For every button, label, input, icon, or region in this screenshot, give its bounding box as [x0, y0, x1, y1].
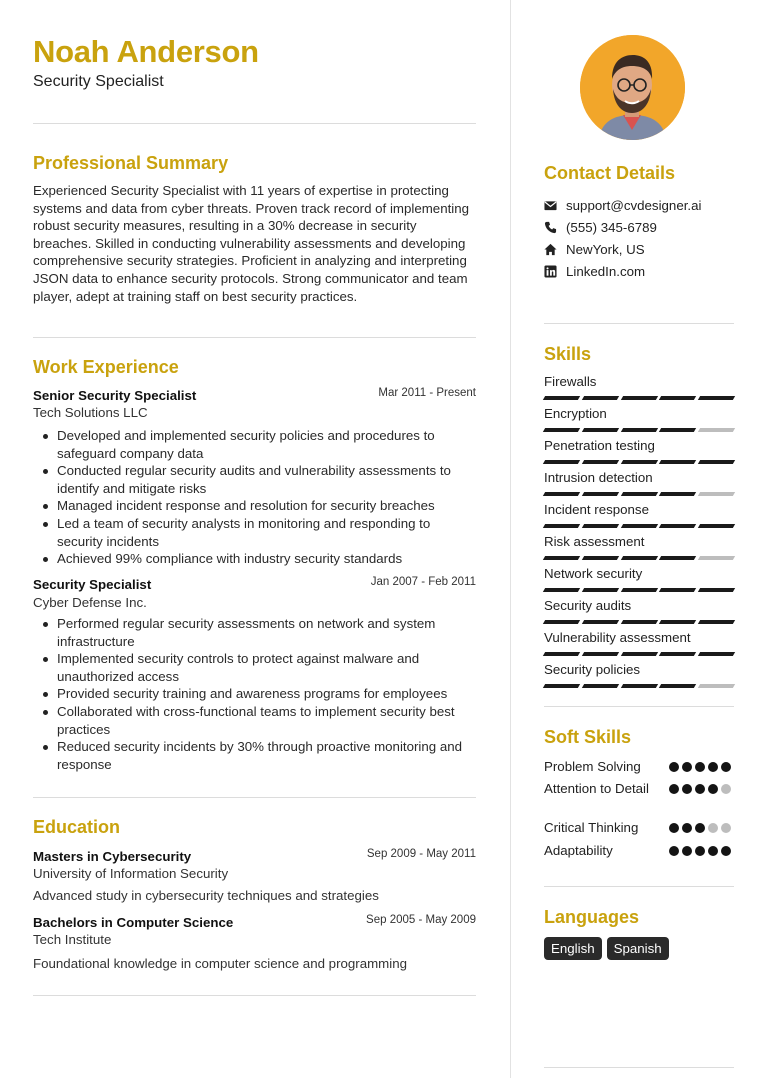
languages-list	[544, 937, 669, 960]
divider	[544, 1067, 734, 1068]
skill-rating	[544, 524, 734, 528]
list-item: Developed and implemented security policies and procedures to safeguard company data	[33, 427, 476, 462]
rating-dot	[682, 823, 692, 833]
divider	[33, 995, 476, 996]
rating-bar	[582, 524, 619, 528]
list-item: Collaborated with cross-functional teams to implement security best practices	[33, 703, 476, 738]
rating-dot	[721, 846, 731, 856]
list-item: Performed regular security assessments on network and system infrastructure	[33, 615, 476, 650]
rating-dot	[708, 784, 718, 794]
rating-bar	[620, 428, 657, 432]
rating-bar	[582, 652, 619, 656]
profile-photo	[580, 35, 685, 140]
contact-heading: Contact Details	[544, 163, 676, 183]
degree-desc-1: Advanced study in cybersecurity techniques and strategies	[33, 888, 379, 903]
rating-bar	[582, 460, 619, 464]
summary-heading: Professional Summary	[33, 153, 229, 173]
rating-dot	[682, 784, 692, 794]
avatar-illustration	[580, 35, 685, 140]
rating-bar	[543, 556, 580, 560]
rating-bar	[659, 588, 696, 592]
job-bullets-2	[33, 615, 476, 773]
rating-bar	[582, 588, 619, 592]
rating-bar	[582, 396, 619, 400]
skill-item	[544, 598, 734, 624]
rating-bar	[698, 460, 735, 464]
list-item: Conducted regular security audits and vulnerability assessments to identify and mitigate risks	[33, 462, 476, 497]
column-divider	[510, 0, 511, 1078]
list-item: Led a team of security analysts in monitoring and responding to security incidents	[33, 515, 476, 550]
skill-rating	[544, 428, 734, 432]
soft-skill-name: Attention to Detail	[544, 781, 649, 796]
skill-name: Intrusion detection	[544, 470, 653, 485]
linkedin-icon	[544, 265, 557, 278]
skill-rating	[544, 492, 734, 496]
rating-bar	[543, 396, 580, 400]
envelope-icon	[544, 199, 557, 212]
contact-email-text: support@cvdesigner.ai	[566, 197, 702, 213]
rating-bar	[659, 620, 696, 624]
rating-dot	[669, 823, 679, 833]
rating-dot	[721, 823, 731, 833]
rating-dot	[669, 762, 679, 772]
job-company-2: Cyber Defense Inc.	[33, 595, 147, 610]
rating-bar	[543, 428, 580, 432]
rating-dot	[708, 823, 718, 833]
rating-bar	[659, 524, 696, 528]
skill-name: Firewalls	[544, 374, 597, 389]
skill-item	[544, 662, 734, 688]
rating-bar	[620, 492, 657, 496]
rating-bar	[620, 556, 657, 560]
skill-rating	[544, 396, 734, 400]
list-item: Managed incident response and resolution for security breaches	[33, 497, 476, 515]
education-heading: Education	[33, 817, 121, 837]
rating-bar	[620, 460, 657, 464]
skill-item	[544, 374, 734, 400]
home-icon	[544, 243, 557, 256]
rating-bar	[543, 524, 580, 528]
degree-1: Masters in Cybersecurity	[33, 849, 192, 864]
rating-dot	[669, 846, 679, 856]
skill-item	[544, 438, 734, 464]
list-item: Reduced security incidents by 30% through proactive monitoring and response	[33, 738, 476, 773]
rating-bar	[582, 684, 619, 688]
divider	[544, 886, 734, 887]
languages-heading: Languages	[544, 907, 640, 927]
rating-bar	[620, 652, 657, 656]
soft-skills-heading: Soft Skills	[544, 727, 632, 747]
rating-dot	[682, 762, 692, 772]
divider	[544, 323, 734, 324]
skill-rating	[544, 684, 734, 688]
contact-location-text: NewYork, US	[566, 241, 645, 257]
rating-bar	[698, 588, 735, 592]
contact-email[interactable]	[544, 196, 701, 214]
skill-name: Security policies	[544, 662, 641, 677]
rating-bar	[620, 684, 657, 688]
rating-bar	[543, 620, 580, 624]
rating-bar	[620, 524, 657, 528]
skill-rating	[544, 556, 734, 560]
rating-bar	[698, 492, 735, 496]
rating-bar	[543, 588, 580, 592]
school-2: Tech Institute	[33, 932, 112, 947]
rating-bar	[543, 460, 580, 464]
job-dates-1: Mar 2011 - Present	[378, 387, 476, 399]
rating-dot	[695, 784, 705, 794]
rating-bar	[543, 492, 580, 496]
skill-item	[544, 470, 734, 496]
soft-skill-rating	[669, 846, 731, 856]
rating-bar	[582, 556, 619, 560]
degree-desc-2: Foundational knowledge in computer science and programming	[33, 956, 408, 971]
rating-bar	[698, 396, 735, 400]
soft-skill-rating	[669, 762, 731, 772]
rating-bar	[698, 556, 735, 560]
skill-item	[544, 566, 734, 592]
rating-bar	[659, 556, 696, 560]
skill-item	[544, 502, 734, 528]
job-bullets-1	[33, 427, 476, 568]
rating-dot	[682, 846, 692, 856]
contact-linkedin-text: LinkedIn.com	[566, 263, 646, 279]
school-1: University of Information Security	[33, 866, 229, 881]
contact-phone[interactable]	[544, 218, 657, 236]
rating-dot	[695, 846, 705, 856]
skill-item	[544, 534, 734, 560]
rating-bar	[620, 620, 657, 624]
soft-skill-name: Critical Thinking	[544, 820, 639, 835]
job-title-1: Senior Security Specialist	[33, 388, 197, 403]
skills-heading: Skills	[544, 344, 592, 364]
job-title-2: Security Specialist	[33, 577, 152, 592]
rating-dot	[695, 762, 705, 772]
candidate-name: Noah Anderson	[33, 34, 259, 69]
rating-bar	[659, 684, 696, 688]
language-tag: English	[544, 937, 602, 960]
rating-bar	[582, 428, 619, 432]
rating-bar	[698, 652, 735, 656]
rating-dot	[695, 823, 705, 833]
job-company-1: Tech Solutions LLC	[33, 405, 148, 420]
skill-rating	[544, 588, 734, 592]
rating-bar	[543, 684, 580, 688]
rating-bar	[659, 652, 696, 656]
skill-rating	[544, 652, 734, 656]
rating-bar	[659, 492, 696, 496]
divider	[33, 337, 476, 338]
candidate-title: Security Specialist	[33, 73, 164, 90]
rating-bar	[698, 524, 735, 528]
rating-dot	[708, 846, 718, 856]
list-item: Provided security training and awareness programs for employees	[33, 685, 476, 703]
rating-bar	[582, 492, 619, 496]
rating-bar	[543, 652, 580, 656]
language-tag: Spanish	[607, 937, 669, 960]
rating-bar	[698, 620, 735, 624]
degree-dates-2: Sep 2005 - May 2009	[366, 914, 476, 926]
skill-rating	[544, 460, 734, 464]
soft-skill-name: Adaptability	[544, 843, 613, 858]
work-heading: Work Experience	[33, 357, 179, 377]
degree-dates-1: Sep 2009 - May 2011	[366, 848, 476, 860]
skill-name: Risk assessment	[544, 534, 645, 549]
phone-icon	[544, 221, 557, 234]
rating-bar	[698, 684, 735, 688]
contact-phone-text: (555) 345-6789	[566, 219, 657, 235]
divider	[33, 123, 476, 124]
rating-dot	[669, 784, 679, 794]
skill-item	[544, 406, 734, 432]
skill-name: Network security	[544, 566, 643, 581]
list-item: Implemented security controls to protect against malware and unauthorized access	[33, 650, 476, 685]
degree-2: Bachelors in Computer Science	[33, 915, 234, 930]
contact-linkedin[interactable]	[544, 262, 645, 280]
divider	[544, 706, 734, 707]
skill-name: Encryption	[544, 406, 607, 421]
soft-skill-rating	[669, 823, 731, 833]
rating-bar	[659, 460, 696, 464]
summary-text: Experienced Security Specialist with 11 years of expertise in protecting systems and data from cyber threats. Proven track record of implementing robust security measures, resulting in a 30% decrease in security breaches. Skilled in conducting vulnerability assessments and developing comprehensive security strategies. Proficient in analyzing and interpreting JSON data to enhance security protocols. Strong communicator and team player, adept at training staff on best security practices.	[33, 183, 470, 304]
soft-skill-name: Problem Solving	[544, 759, 641, 774]
rating-bar	[620, 396, 657, 400]
contact-location	[544, 240, 645, 258]
skill-name: Vulnerability assessment	[544, 630, 691, 645]
rating-bar	[659, 428, 696, 432]
rating-dot	[708, 762, 718, 772]
skill-rating	[544, 620, 734, 624]
list-item: Achieved 99% compliance with industry security standards	[33, 550, 476, 568]
job-dates-2: Jan 2007 - Feb 2011	[370, 576, 476, 588]
rating-dot	[721, 784, 731, 794]
skill-name: Incident response	[544, 502, 649, 517]
skill-item	[544, 630, 734, 656]
rating-dot	[721, 762, 731, 772]
rating-bar	[620, 588, 657, 592]
soft-skill-rating	[669, 784, 731, 794]
rating-bar	[698, 428, 735, 432]
rating-bar	[659, 396, 696, 400]
skill-name: Penetration testing	[544, 438, 655, 453]
rating-bar	[582, 620, 619, 624]
divider	[33, 797, 476, 798]
skill-name: Security audits	[544, 598, 632, 613]
